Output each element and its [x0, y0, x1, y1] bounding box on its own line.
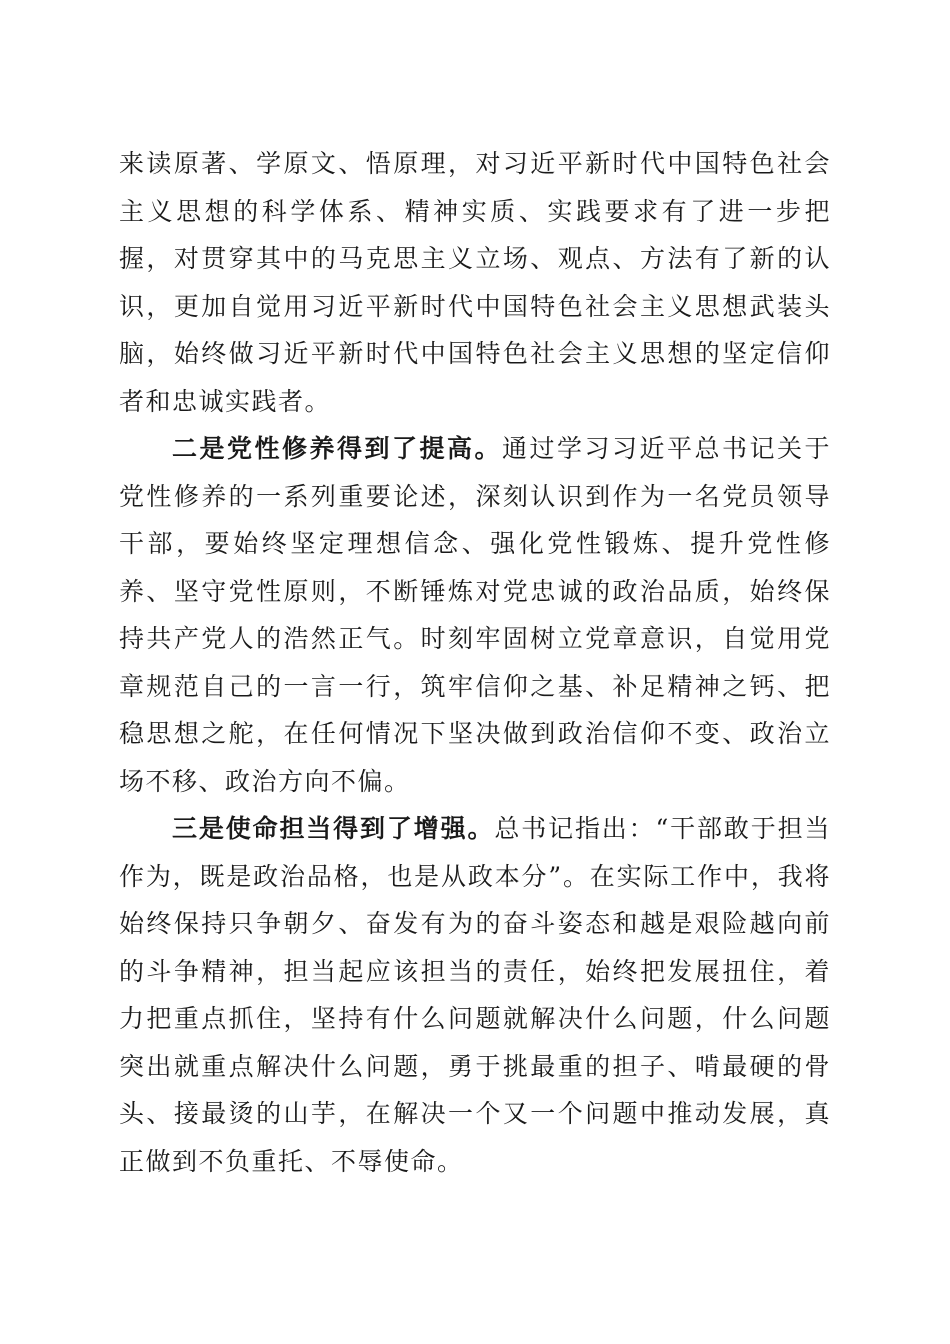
paragraph-party-spirit: [119, 425, 831, 805]
document-body: [119, 140, 831, 1185]
paragraph-heading: 二是党性修养得到了提高。: [172, 434, 502, 463]
paragraph-continuation: [119, 140, 831, 425]
paragraph-text: 来读原著、学原文、悟原理，对习近平新时代中国特色社会主义思想的科学体系、精神实质、实践要求有了进一步把握，对贯穿其中的马克思主义立场、观点、方法有了新的认识，更加自觉用习近平新时代中国特色社会主义思想武装头脑，始终做习近平新时代中国特色社会主义思想的坚定信仰者和忠诚实践者。: [119, 149, 831, 416]
paragraph-mission: [119, 805, 831, 1185]
paragraph-heading: 三是使命担当得到了增强。: [172, 814, 495, 843]
paragraph-text: 总书记指出：“干部敢于担当作为，既是政治品格，也是从政本分”。在实际工作中，我将始终保持只争朝夕、奋发有为的奋斗姿态和越是艰险越向前的斗争精神，担当起应该担当的责任，始终把发展扭住，着力把重点抓住，坚持有什么问题就解决什么问题，什么问题突出就重点解决什么问题，勇于挑最重的担子、啃最硬的骨头、接最烫的山芋，在解决一个又一个问题中推动发展，真正做到不负重托、不辱使命。: [119, 814, 831, 1176]
paragraph-text: 通过学习习近平总书记关于党性修养的一系列重要论述，深刻认识到作为一名党员领导干部，要始终坚定理想信念、强化党性锻炼、提升党性修养、坚守党性原则，不断锤炼对党忠诚的政治品质，始终保持共产党人的浩然正气。时刻牢固树立党章意识，自觉用党章规范自己的一言一行，筑牢信仰之基、补足精神之钙、把稳思想之舵，在任何情况下坚决做到政治信仰不变、政治立场不移、政治方向不偏。: [119, 434, 831, 796]
